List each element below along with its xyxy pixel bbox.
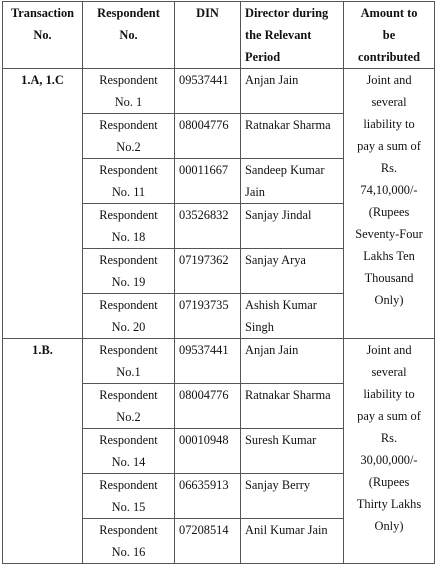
- transaction-no-cell: 1.A, 1.C: [3, 69, 83, 339]
- director-cell: Ratnakar Sharma: [241, 384, 344, 429]
- director-cell: Sanjay Jindal: [241, 204, 344, 249]
- din-cell: 06635913: [175, 474, 241, 519]
- header-director: Director during the Relevant Period: [241, 2, 344, 69]
- din-cell: 07208514: [175, 519, 241, 564]
- director-cell: Ashish Kumar Singh: [241, 294, 344, 339]
- director-cell: Ratnakar Sharma: [241, 114, 344, 159]
- amount-cell: [344, 339, 435, 564]
- director-cell: Suresh Kumar: [241, 429, 344, 474]
- amount-text: Joint and several liability to pay a sum of Rs. 30,00,000/- (Rupees Thirty Lakhs Only): [356, 343, 422, 533]
- amount-text: Joint and several liability to pay a sum of Rs. 74,10,000/- (Rupees Seventy-Four Lakhs Ten Thousand Only): [355, 73, 423, 307]
- din-cell: 00011667: [175, 159, 241, 204]
- table-row: [3, 339, 435, 384]
- contribution-table: [2, 1, 435, 564]
- respondent-cell: Respondent No. 16: [83, 519, 175, 564]
- respondent-cell: Respondent No. 20: [83, 294, 175, 339]
- director-cell: Sandeep Kumar Jain: [241, 159, 344, 204]
- respondent-cell: Respondent No.2: [83, 114, 175, 159]
- din-cell: 03526832: [175, 204, 241, 249]
- din-cell: 09537441: [175, 69, 241, 114]
- amount-cell: [344, 69, 435, 339]
- din-cell: 07193735: [175, 294, 241, 339]
- respondent-cell: Respondent No.1: [83, 339, 175, 384]
- director-cell: Sanjay Arya: [241, 249, 344, 294]
- respondent-cell: Respondent No. 1: [83, 69, 175, 114]
- din-cell: 08004776: [175, 114, 241, 159]
- director-cell: Anjan Jain: [241, 339, 344, 384]
- header-din: DIN: [175, 2, 241, 69]
- din-cell: 07197362: [175, 249, 241, 294]
- table-row: [3, 69, 435, 114]
- transaction-no-cell: 1.B.: [3, 339, 83, 564]
- header-transaction-no: Transaction No.: [3, 2, 83, 69]
- respondent-cell: Respondent No. 11: [83, 159, 175, 204]
- director-cell: Anil Kumar Jain: [241, 519, 344, 564]
- respondent-cell: Respondent No. 14: [83, 429, 175, 474]
- director-cell: Sanjay Berry: [241, 474, 344, 519]
- table-header-row: [3, 2, 435, 69]
- header-amount: Amount to be contributed: [344, 2, 435, 69]
- din-cell: 00010948: [175, 429, 241, 474]
- respondent-cell: Respondent No. 19: [83, 249, 175, 294]
- din-cell: 08004776: [175, 384, 241, 429]
- director-cell: Anjan Jain: [241, 69, 344, 114]
- header-respondent-no: Respondent No.: [83, 2, 175, 69]
- respondent-cell: Respondent No. 15: [83, 474, 175, 519]
- din-cell: 09537441: [175, 339, 241, 384]
- table-body: [3, 69, 435, 564]
- respondent-cell: Respondent No.2: [83, 384, 175, 429]
- respondent-cell: Respondent No. 18: [83, 204, 175, 249]
